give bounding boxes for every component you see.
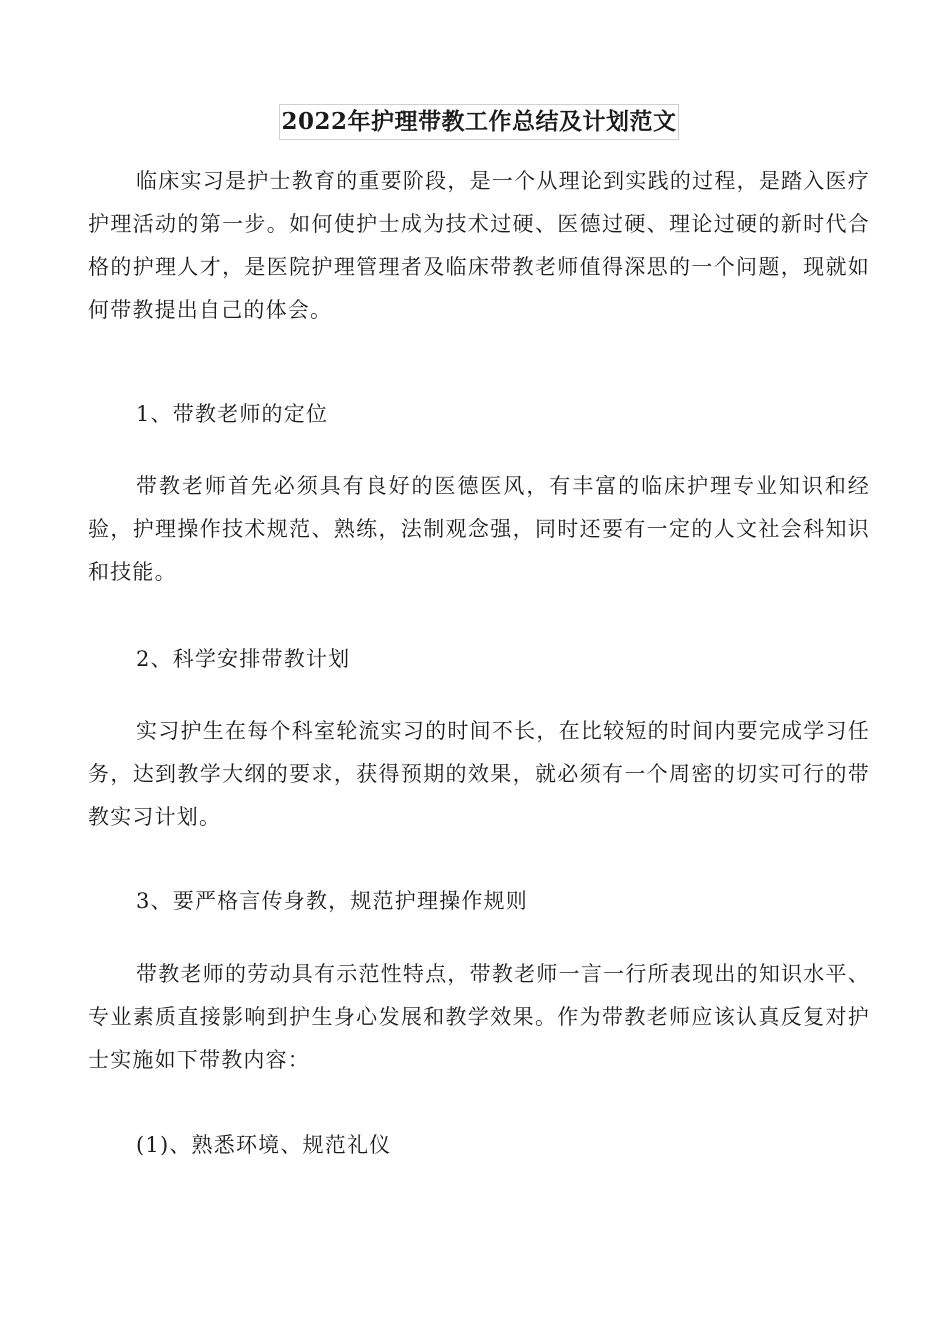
subsection-1-heading: (1)、熟悉环境、规范礼仪 — [136, 1133, 392, 1157]
section-2-paragraph: 实习护生在每个科室轮流实习的时间不长，在比较短的时间内要完成学习任务，达到教学大纲的要求，获得预期的效果，就必须有一个周密的切实可行的带教实习计划。 — [88, 719, 870, 829]
section-1-heading: 1、带教老师的定位 — [136, 402, 329, 426]
document-title: 2022年护理带教工作总结及计划范文 — [279, 104, 678, 140]
section-1-paragraph: 带教老师首先必须具有良好的医德医风，有丰富的临床护理专业知识和经验，护理操作技术规范、熟练，法制观念强，同时还要有一定的人文社会科知识和技能。 — [88, 474, 870, 584]
section-3-paragraph: 带教老师的劳动具有示范性特点，带教老师一言一行所表现出的知识水平、专业素质直接影响到护生身心发展和教学效果。作为带教老师应该认真反复对护士实施如下带教内容： — [88, 962, 870, 1072]
intro-paragraph: 临床实习是护士教育的重要阶段，是一个从理论到实践的过程，是踏入医疗护理活动的第一步。如何使护士成为技术过硬、医德过硬、理论过硬的新时代合格的护理人才，是医院护理管理者及临床带教老师值得深思的一个问题，现就如何带教提出自己的体会。 — [88, 169, 870, 322]
section-3-heading: 3、要严格言传身教，规范护理操作规则 — [136, 889, 528, 913]
title-container — [88, 104, 870, 140]
section-2-heading: 2、科学安排带教计划 — [136, 647, 351, 671]
